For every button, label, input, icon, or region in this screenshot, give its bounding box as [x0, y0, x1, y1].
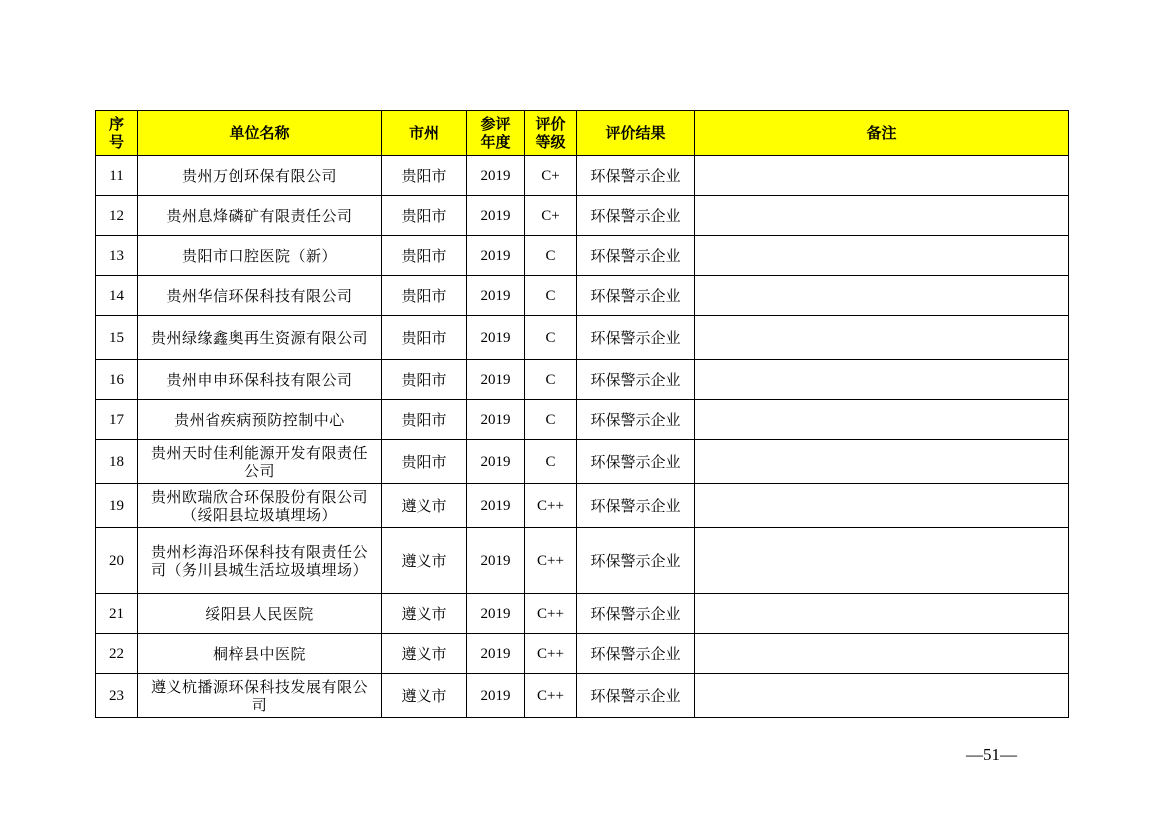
cell-remark — [695, 440, 1069, 484]
header-remark: 备注 — [695, 111, 1069, 156]
table-row — [96, 236, 1069, 276]
cell-year: 2019 — [467, 674, 525, 718]
cell-seq: 13 — [96, 236, 138, 276]
cell-year: 2019 — [467, 484, 525, 528]
cell-grade: C++ — [525, 528, 577, 594]
cell-year: 2019 — [467, 276, 525, 316]
cell-seq: 21 — [96, 594, 138, 634]
header-result: 评价结果 — [577, 111, 695, 156]
cell-year: 2019 — [467, 634, 525, 674]
cell-grade: C++ — [525, 594, 577, 634]
cell-year: 2019 — [467, 236, 525, 276]
cell-name: 绥阳县人民医院 — [138, 594, 382, 634]
table-row — [96, 634, 1069, 674]
cell-remark — [695, 236, 1069, 276]
cell-city: 贵阳市 — [382, 360, 467, 400]
cell-city: 遵义市 — [382, 674, 467, 718]
page-number: —51— — [966, 745, 1017, 764]
header-grade — [525, 111, 577, 156]
header-year-label: 参评年度 — [480, 115, 511, 151]
evaluation-table — [95, 110, 1069, 718]
cell-year: 2019 — [467, 528, 525, 594]
cell-remark — [695, 674, 1069, 718]
cell-city: 贵阳市 — [382, 196, 467, 236]
cell-grade: C++ — [525, 674, 577, 718]
cell-city: 贵阳市 — [382, 400, 467, 440]
cell-year: 2019 — [467, 360, 525, 400]
table-row — [96, 440, 1069, 484]
cell-year: 2019 — [467, 156, 525, 196]
cell-result: 环保警示企业 — [577, 594, 695, 634]
cell-remark — [695, 528, 1069, 594]
cell-grade: C — [525, 440, 577, 484]
cell-city: 贵阳市 — [382, 156, 467, 196]
cell-city: 贵阳市 — [382, 276, 467, 316]
cell-grade: C — [525, 276, 577, 316]
cell-city: 遵义市 — [382, 594, 467, 634]
cell-remark — [695, 634, 1069, 674]
table-row — [96, 360, 1069, 400]
cell-year: 2019 — [467, 594, 525, 634]
cell-seq: 17 — [96, 400, 138, 440]
header-seq-label: 序号 — [108, 115, 124, 151]
cell-city: 贵阳市 — [382, 236, 467, 276]
cell-seq: 14 — [96, 276, 138, 316]
table-row — [96, 484, 1069, 528]
table-row — [96, 196, 1069, 236]
cell-grade: C — [525, 360, 577, 400]
cell-result: 环保警示企业 — [577, 528, 695, 594]
cell-name: 贵州欧瑞欣合环保股份有限公司（绥阳县垃圾填埋场） — [138, 484, 382, 528]
cell-seq: 22 — [96, 634, 138, 674]
cell-name: 贵阳市口腔医院（新） — [138, 236, 382, 276]
cell-result: 环保警示企业 — [577, 360, 695, 400]
cell-name: 遵义杭播源环保科技发展有限公司 — [138, 674, 382, 718]
cell-year: 2019 — [467, 440, 525, 484]
table-row — [96, 674, 1069, 718]
cell-remark — [695, 484, 1069, 528]
cell-seq: 15 — [96, 316, 138, 360]
cell-result: 环保警示企业 — [577, 236, 695, 276]
header-grade-label: 评价等级 — [535, 115, 566, 151]
cell-remark — [695, 360, 1069, 400]
cell-name: 贵州杉海沿环保科技有限责任公司（务川县城生活垃圾填埋场） — [138, 528, 382, 594]
cell-name: 贵州绿缘鑫奥再生资源有限公司 — [138, 316, 382, 360]
cell-remark — [695, 400, 1069, 440]
cell-grade: C+ — [525, 156, 577, 196]
cell-result: 环保警示企业 — [577, 276, 695, 316]
cell-name: 桐梓县中医院 — [138, 634, 382, 674]
cell-city: 遵义市 — [382, 634, 467, 674]
cell-city: 遵义市 — [382, 484, 467, 528]
cell-result: 环保警示企业 — [577, 440, 695, 484]
header-name: 单位名称 — [138, 111, 382, 156]
table-row — [96, 594, 1069, 634]
cell-seq: 19 — [96, 484, 138, 528]
cell-name: 贵州万创环保有限公司 — [138, 156, 382, 196]
header-year — [467, 111, 525, 156]
cell-remark — [695, 316, 1069, 360]
table-header-row — [96, 111, 1069, 156]
cell-year: 2019 — [467, 400, 525, 440]
cell-remark — [695, 276, 1069, 316]
cell-remark — [695, 594, 1069, 634]
table-row — [96, 156, 1069, 196]
table-row — [96, 316, 1069, 360]
cell-grade: C — [525, 316, 577, 360]
cell-result: 环保警示企业 — [577, 400, 695, 440]
cell-seq: 20 — [96, 528, 138, 594]
cell-city: 贵阳市 — [382, 440, 467, 484]
header-seq — [96, 111, 138, 156]
cell-grade: C++ — [525, 484, 577, 528]
cell-city: 贵阳市 — [382, 316, 467, 360]
cell-name: 贵州申申环保科技有限公司 — [138, 360, 382, 400]
cell-result: 环保警示企业 — [577, 196, 695, 236]
cell-result: 环保警示企业 — [577, 156, 695, 196]
cell-name: 贵州省疾病预防控制中心 — [138, 400, 382, 440]
cell-seq: 16 — [96, 360, 138, 400]
cell-grade: C++ — [525, 634, 577, 674]
cell-result: 环保警示企业 — [577, 316, 695, 360]
cell-seq: 12 — [96, 196, 138, 236]
cell-remark — [695, 156, 1069, 196]
cell-seq: 23 — [96, 674, 138, 718]
cell-result: 环保警示企业 — [577, 484, 695, 528]
cell-remark — [695, 196, 1069, 236]
cell-name: 贵州华信环保科技有限公司 — [138, 276, 382, 316]
cell-seq: 18 — [96, 440, 138, 484]
cell-name: 贵州息烽磷矿有限责任公司 — [138, 196, 382, 236]
cell-grade: C+ — [525, 196, 577, 236]
cell-result: 环保警示企业 — [577, 674, 695, 718]
table-row — [96, 400, 1069, 440]
cell-seq: 11 — [96, 156, 138, 196]
cell-grade: C — [525, 400, 577, 440]
cell-city: 遵义市 — [382, 528, 467, 594]
cell-grade: C — [525, 236, 577, 276]
table-row — [96, 528, 1069, 594]
header-city: 市州 — [382, 111, 467, 156]
cell-year: 2019 — [467, 316, 525, 360]
table-row — [96, 276, 1069, 316]
cell-name: 贵州天时佳利能源开发有限责任公司 — [138, 440, 382, 484]
cell-year: 2019 — [467, 196, 525, 236]
cell-result: 环保警示企业 — [577, 634, 695, 674]
